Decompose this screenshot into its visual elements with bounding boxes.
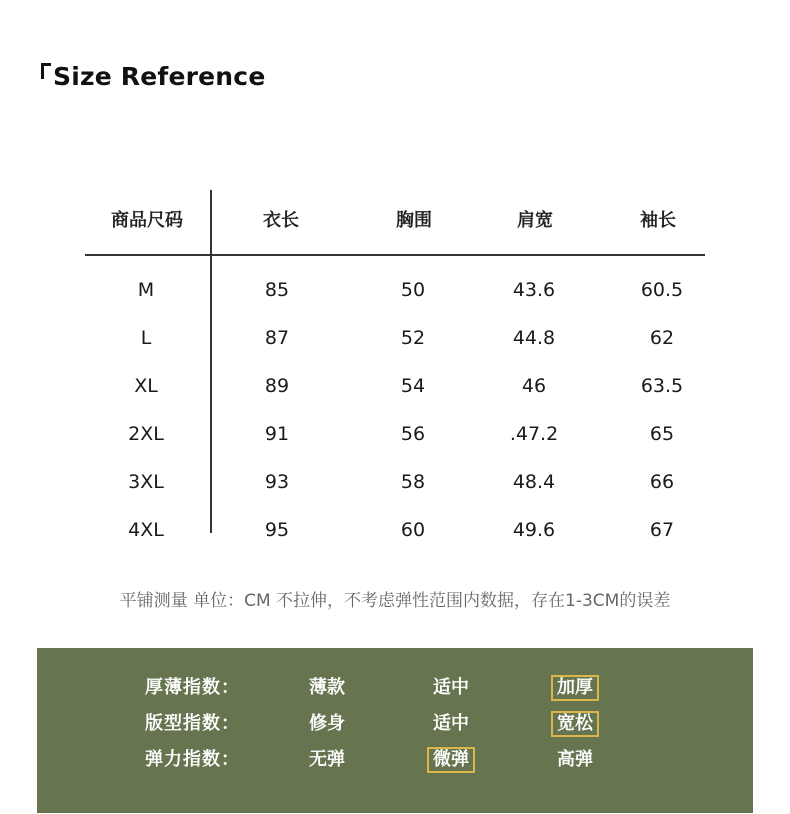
cell-size: L <box>140 327 152 349</box>
index-option: 高弹 <box>557 749 593 770</box>
cell-shoulder: 48.4 <box>512 471 556 493</box>
cell-shoulder: 49.6 <box>512 519 556 541</box>
index-label: 版型指数： <box>145 713 240 734</box>
cell-sleeve: 66 <box>649 471 675 493</box>
cell-size: 3XL <box>128 471 164 493</box>
index-label: 弹力指数： <box>145 749 240 770</box>
cell-length: 87 <box>264 327 290 349</box>
cell-chest: 50 <box>400 279 426 301</box>
index-row-thickness <box>37 675 753 705</box>
table-vertical-divider <box>210 190 212 533</box>
cell-sleeve: 62 <box>649 327 675 349</box>
cell-shoulder: 43.6 <box>512 279 556 301</box>
cell-length: 85 <box>264 279 290 301</box>
index-label: 厚薄指数： <box>145 677 240 698</box>
cell-chest: 60 <box>400 519 426 541</box>
page-title: Size Reference <box>53 62 266 91</box>
index-option: 薄款 <box>309 677 345 698</box>
cell-chest: 52 <box>400 327 426 349</box>
index-row-fit <box>37 711 753 741</box>
index-option: 修身 <box>309 713 345 734</box>
corner-bracket-icon <box>41 63 51 79</box>
index-option: 无弹 <box>309 749 345 770</box>
header-size: 商品尺码 <box>111 210 183 231</box>
index-option-selected: 加厚 <box>551 675 599 701</box>
cell-length: 93 <box>264 471 290 493</box>
size-table <box>85 188 705 541</box>
fabric-index-panel <box>37 648 753 813</box>
cell-sleeve: 60.5 <box>640 279 684 301</box>
cell-length: 95 <box>264 519 290 541</box>
cell-sleeve: 67 <box>649 519 675 541</box>
cell-shoulder: 46 <box>521 375 547 397</box>
header-sleeve: 袖长 <box>640 210 676 231</box>
index-option-selected: 微弹 <box>427 747 475 773</box>
index-option: 适中 <box>433 713 469 734</box>
index-row-elasticity <box>37 747 753 777</box>
cell-chest: 54 <box>400 375 426 397</box>
cell-size: 2XL <box>128 423 164 445</box>
index-option: 适中 <box>433 677 469 698</box>
cell-sleeve: 65 <box>649 423 675 445</box>
cell-shoulder: 44.8 <box>512 327 556 349</box>
cell-size: XL <box>134 375 158 397</box>
header-shoulder: 肩宽 <box>517 210 553 231</box>
header-chest: 胸围 <box>396 210 432 231</box>
header-length: 衣长 <box>263 210 299 231</box>
cell-size: M <box>137 279 155 301</box>
cell-length: 91 <box>264 423 290 445</box>
index-option-selected: 宽松 <box>551 711 599 737</box>
cell-chest: 58 <box>400 471 426 493</box>
cell-size: 4XL <box>128 519 164 541</box>
cell-chest: 56 <box>400 423 426 445</box>
cell-length: 89 <box>264 375 290 397</box>
cell-sleeve: 63.5 <box>640 375 684 397</box>
measurement-note: 平铺测量 单位：CM 不拉伸，不考虑弹性范围内数据，存在1-3CM的误差 <box>119 591 671 611</box>
cell-shoulder: .47.2 <box>509 423 559 445</box>
table-horizontal-divider <box>85 254 705 256</box>
